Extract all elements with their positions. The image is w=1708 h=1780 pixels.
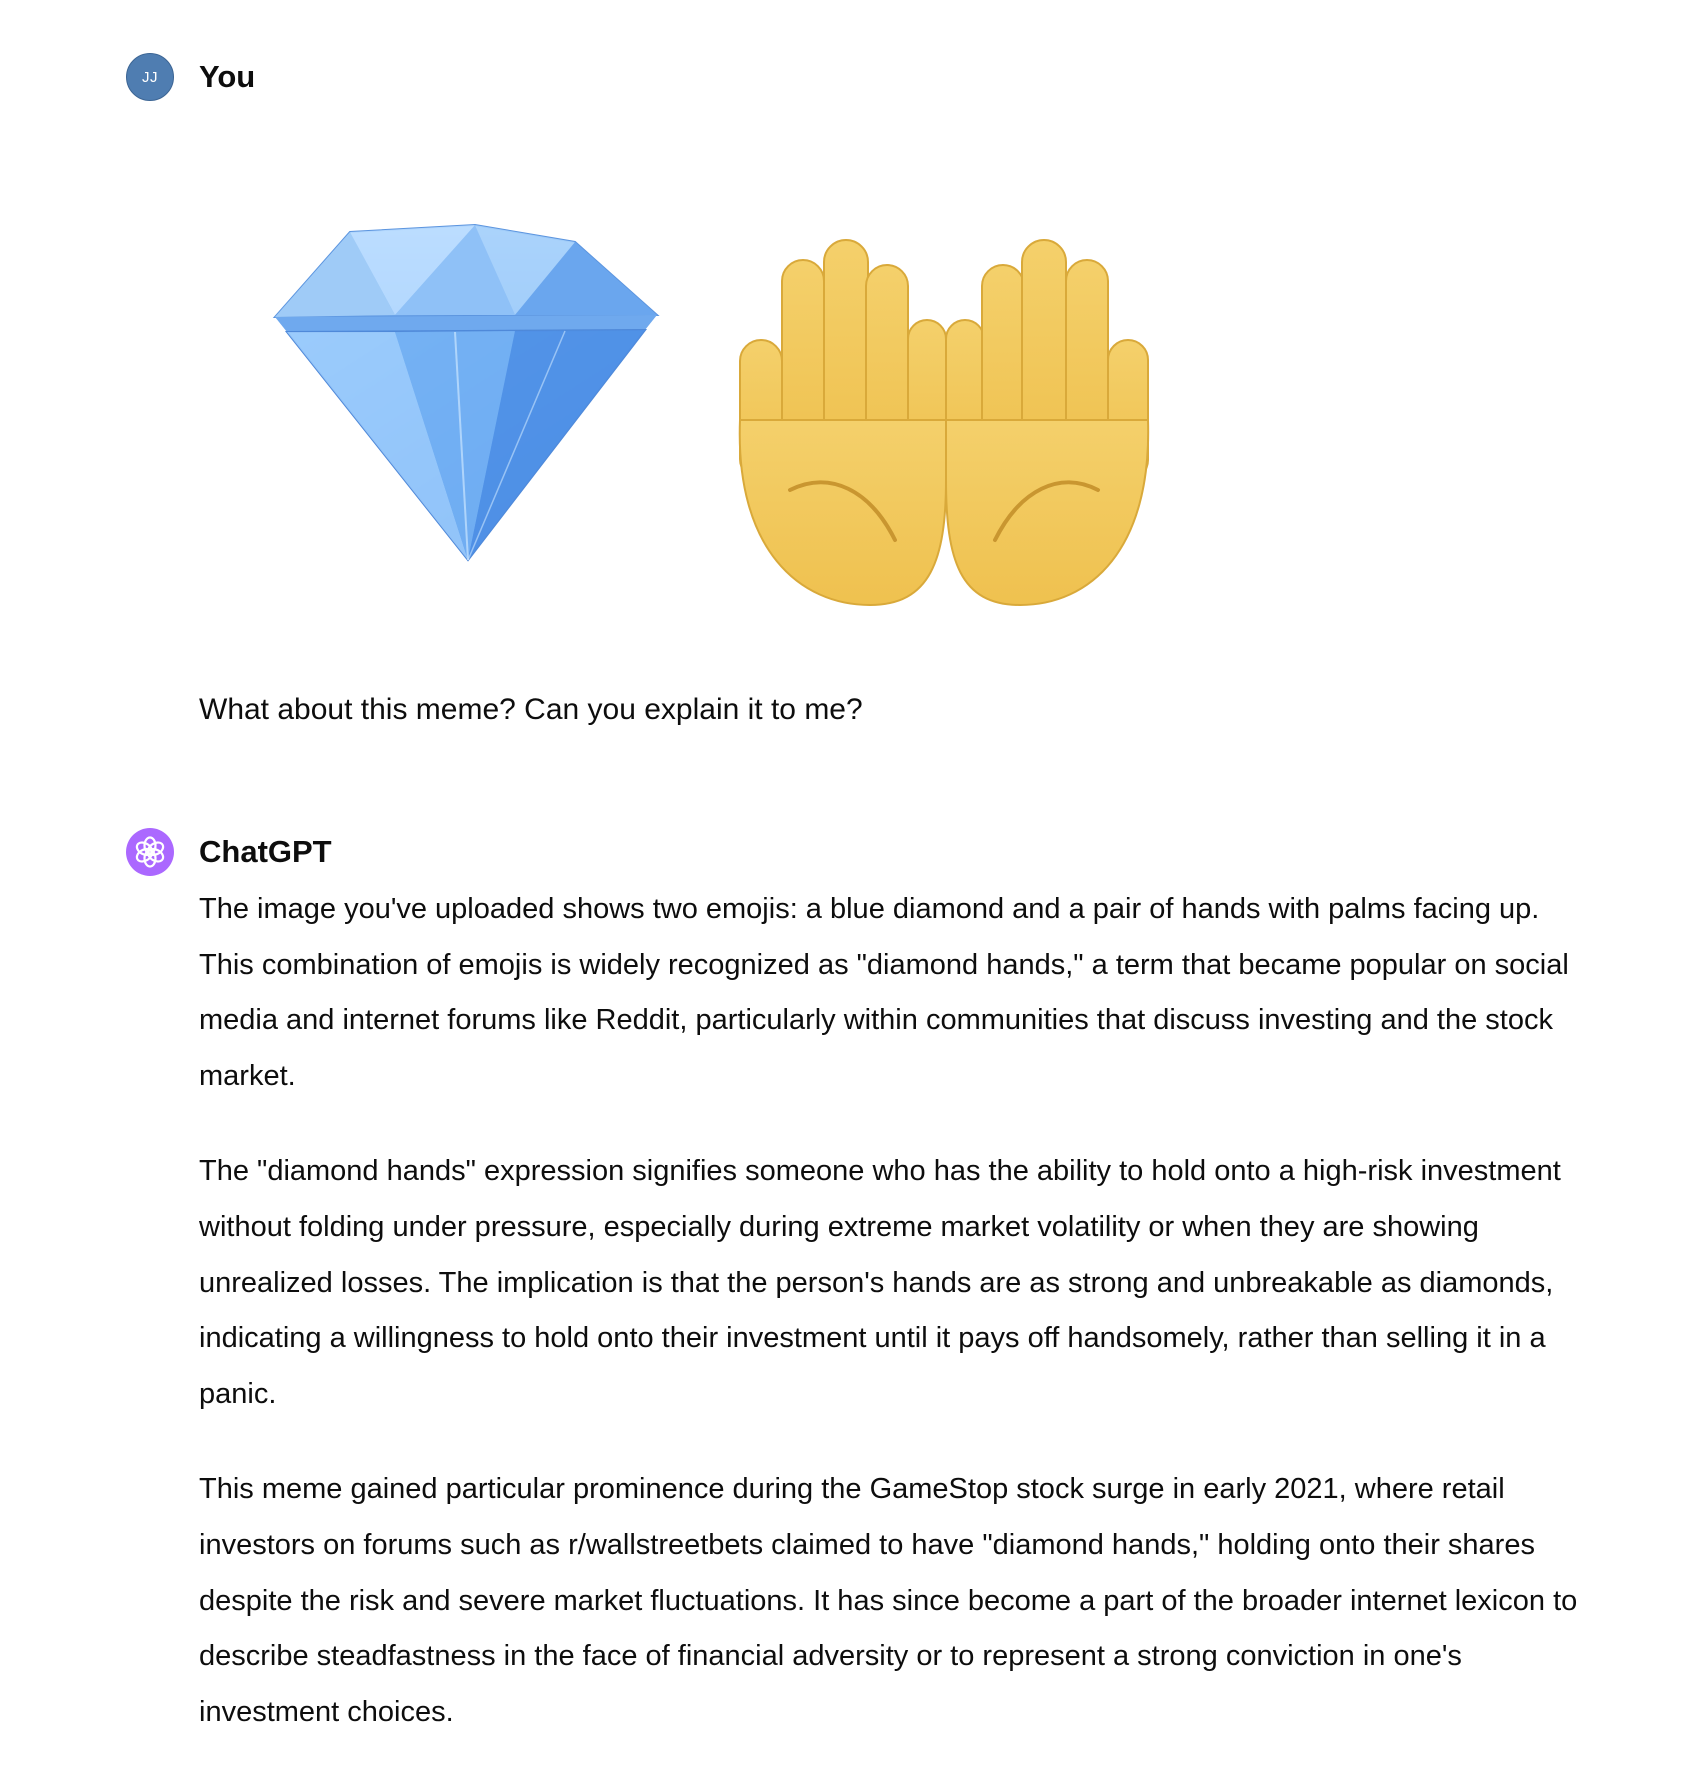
- assistant-author-name: ChatGPT: [199, 834, 332, 869]
- assistant-avatar: [126, 828, 174, 876]
- assistant-response: [199, 882, 1599, 1780]
- uploaded-image[interactable]: [255, 160, 1155, 580]
- response-paragraph: This meme gained particular prominence during the GameStop stock surge in early 2021, where retail investors on forums such as r/wallstreetbets claimed to have "diamond hands," holding onto their shares despite the risk and severe market fluctuations. It has since become a part of the broader internet lexicon to describe steadfastness in the face of financial adversity or to represent a strong conviction in one's investment choices.: [199, 1473, 1578, 1728]
- user-author-name: You: [199, 59, 256, 94]
- user-message-text: What about this meme? Can you explain it to me?: [199, 693, 863, 726]
- user-avatar: JJ: [126, 53, 174, 101]
- response-paragraph: The "diamond hands" expression signifies someone who has the ability to hold onto a high-risk investment without folding under pressure, especially during extreme market volatility or when they are showing unrealized losses. The implication is that the person's hands are as strong and unbreakable as diamonds, indicating a willingness to hold onto their investment until it pays off handsomely, rather than selling it in a panic.: [199, 1155, 1561, 1410]
- left-hand: [740, 240, 946, 605]
- palms-up-together-icon: [720, 220, 1150, 610]
- right-hand: [946, 240, 1148, 605]
- response-paragraph: The image you've uploaded shows two emojis: a blue diamond and a pair of hands with palms facing up. This combination of emojis is widely recognized as "diamond hands," a term that became popular on social media and internet forums like Reddit, particularly within communities that discuss investing and the stock market.: [199, 893, 1569, 1092]
- gem-stone-icon: [265, 200, 665, 570]
- openai-logo-icon: [133, 835, 167, 869]
